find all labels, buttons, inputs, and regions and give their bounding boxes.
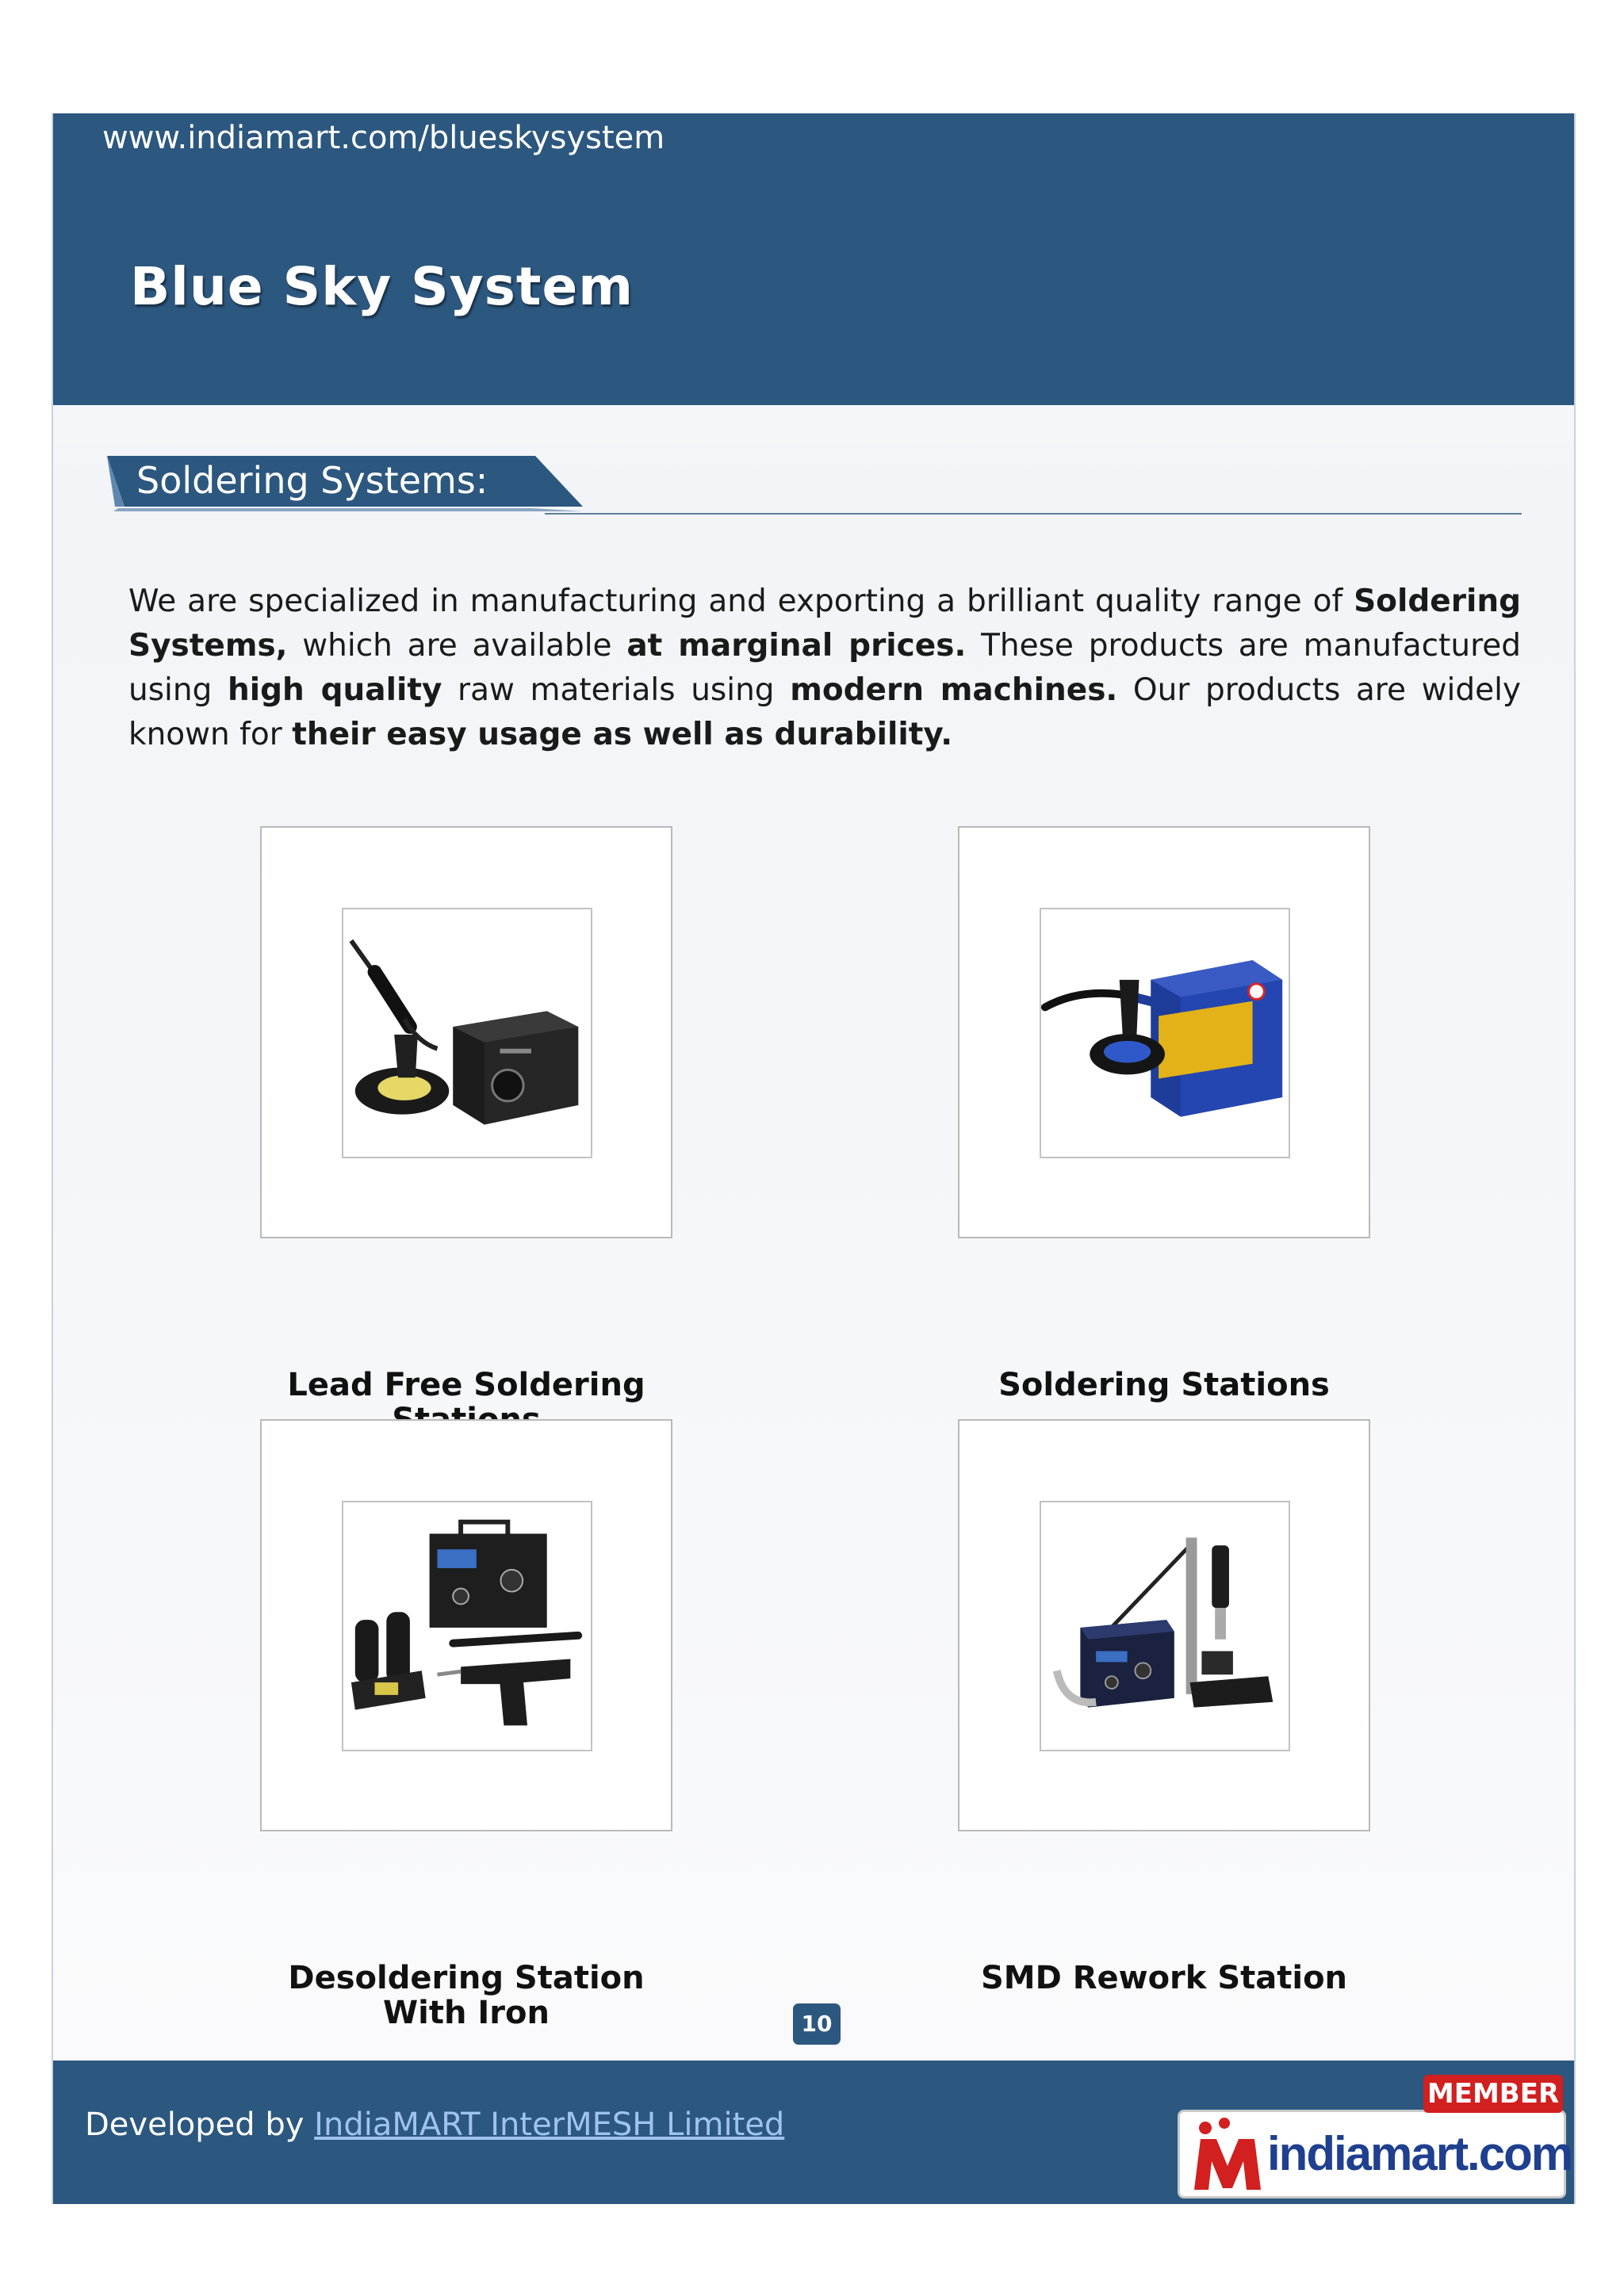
soldering-station-analog-icon bbox=[343, 909, 591, 1157]
product-caption[interactable]: Soldering Stations bbox=[998, 1367, 1330, 1403]
header-banner bbox=[53, 113, 1574, 405]
product-caption[interactable]: SMD Rework Station bbox=[980, 1960, 1348, 1996]
catalog-page bbox=[52, 113, 1576, 2204]
product-image[interactable] bbox=[1040, 1501, 1290, 1751]
product-image[interactable] bbox=[1040, 908, 1290, 1158]
indiamart-logo-text: indiamart.com bbox=[1267, 2127, 1572, 2180]
product-card-soldering-stations[interactable] bbox=[958, 826, 1370, 1238]
desoldering-station-icon bbox=[343, 1502, 591, 1750]
site-url[interactable]: www.indiamart.com/blueskysystem bbox=[102, 120, 665, 156]
footer-banner bbox=[53, 2061, 1574, 2204]
indiamart-m-icon bbox=[1189, 2117, 1266, 2193]
member-badge: MEMBER bbox=[1423, 2075, 1563, 2113]
product-image[interactable] bbox=[342, 1501, 592, 1751]
product-caption[interactable]: Lead Free Soldering bbox=[287, 1367, 645, 1403]
company-name: Blue Sky System bbox=[130, 256, 634, 317]
product-card-desoldering-station[interactable] bbox=[260, 1419, 672, 1831]
indiamart-logo[interactable] bbox=[1178, 2110, 1572, 2198]
product-caption[interactable]: Desoldering Station With Iron bbox=[288, 1960, 645, 2031]
intro-paragraph: We are specialized in manufacturing and exporting a brilliant quality range of Soldering Systems, which are available at marginal prices. These products are manufactured using high quality raw materials using modern machines. Our products are widely known for their easy usage as well as durability. bbox=[128, 584, 1521, 752]
product-card-lead-free-soldering[interactable] bbox=[260, 826, 672, 1238]
section-divider bbox=[545, 513, 1522, 515]
developed-by-text: Developed by IndiaMART InterMESH Limited bbox=[85, 2107, 785, 2143]
section-title: Soldering Systems: bbox=[136, 459, 488, 502]
product-image[interactable] bbox=[342, 908, 592, 1158]
page-number: 10 bbox=[793, 2003, 841, 2045]
developer-link[interactable]: IndiaMART InterMESH Limited bbox=[314, 2107, 785, 2143]
soldering-station-digital-icon bbox=[1041, 909, 1289, 1157]
product-card-smd-rework-station[interactable] bbox=[958, 1419, 1370, 1831]
smd-rework-station-icon bbox=[1041, 1502, 1289, 1750]
